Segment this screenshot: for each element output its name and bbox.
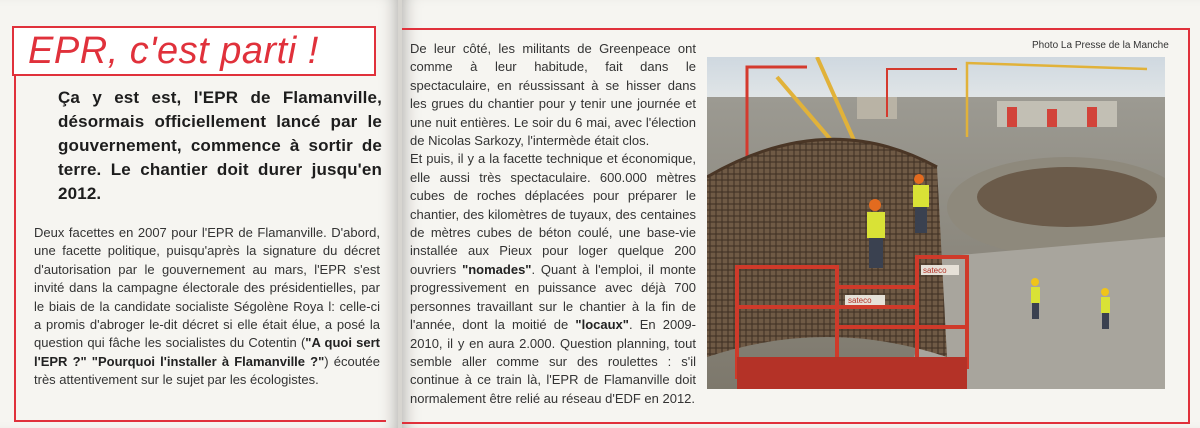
quote-text: "locaux" [575,317,629,333]
text-run: Et puis, il y a la facette technique et économique, elle aussi très spectaculaire. 600.000 mètres cubes de roches déplacées pour préparer le chantier, des kilomètres de tuyaux, des centaines de mètres cubes de béton coulé, une base-vie installée aux Pieux pour loger quelque 200 ouvriers [410,151,696,277]
photo-credit: Photo La Presse de la Manche [1032,40,1169,51]
construction-site-photo [707,57,1165,389]
lead-paragraph: Ça y est est, l'EPR de Flamanville, désormais officiellement lancé par le gouvernement, commence à sortir de terre. Le chantier doit durer jusqu'en 2012. [58,88,382,203]
right-page [402,0,1200,428]
right-paragraph-2 [410,150,696,408]
left-paragraph [34,224,380,390]
photo-illustration [707,57,1165,389]
text-run: ) écoutée très attentivement sur le sujet par les écologistes. [34,353,381,388]
sateco-sign-text: sateco [848,296,872,305]
right-paragraph-1: De leur côté, les militants de Greenpeace ont comme à leur habitude, fait dans le spectaculaire, en réussissant à se hisser dans les grues du chantier pour y tenir une journée et une nuit entières. Le soir du 6 mai, avec l'élection de Nicolas Sarkozy, l'intermède était clos. [410,41,696,149]
text-run: . Quant à l'emploi, il monte progressivement en puissance avec déjà 700 personnes travaillant sur le chantier à la fin de l'année, dont la moitié de [410,261,696,333]
quote-text: "A quoi sert l'EPR ?" "Pourquoi l'installer à Flamanville ?" [34,335,380,369]
text-run: Deux facettes en 2007 pour l'EPR de Flamanville. D'abord, une facette politique, puisqu'après la signature du décret d'autorisation par le gouvernement au mars, l'EPR s'est invité dans la campagne électorale des présidentielles, par le biais de la candidate socialiste Ségolène Roya l: celle-ci a promis d'abroger le-dit décret si elle était élue, a posé la question qui fâche les socialistes du Cotentin ( [34,225,380,351]
text-run: . En 2009-2010, il y en aura 2.000. Question planning, tout semble aller comme sur des roulettes : s'il continue à ce train là, l'EPR de Flamanville doit normalement être relié au réseau d'EDF en 2012. [410,317,696,406]
quote-text: "nomades" [462,261,532,277]
left-page [0,0,398,428]
article-title: EPR, c'est parti ! [28,30,319,72]
right-column [410,40,696,408]
sateco-sign-text: sateco [923,266,947,275]
left-column [34,224,380,390]
title-box [12,26,376,76]
